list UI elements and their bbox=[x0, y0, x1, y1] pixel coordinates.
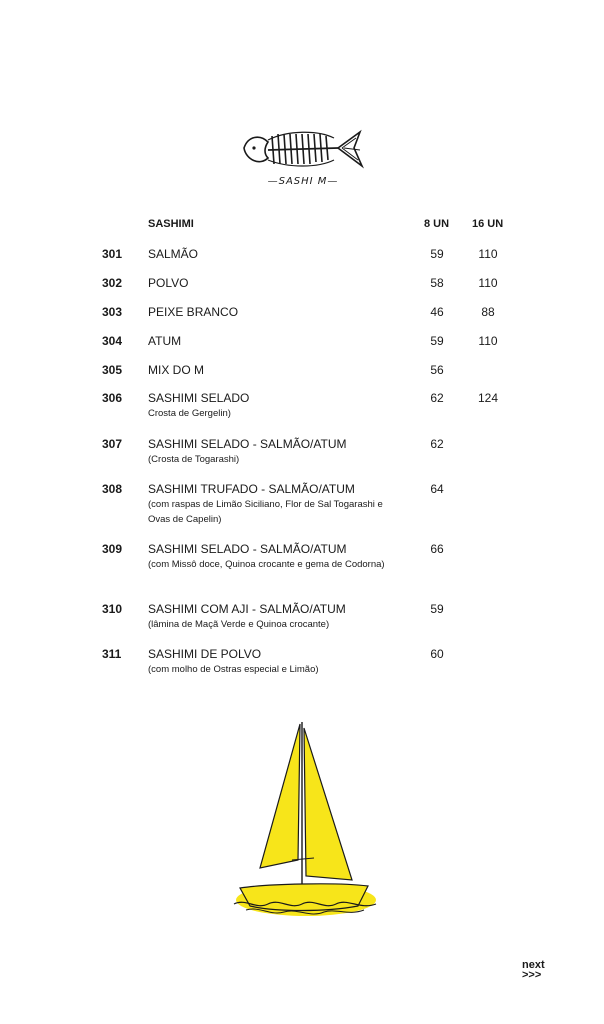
item-number: 306 bbox=[102, 391, 123, 405]
sailboat-icon bbox=[226, 718, 386, 930]
price-8-un: 59 bbox=[430, 247, 444, 261]
item-description: (com raspas de Limão Siciliano, Flor de Sal Togarashi e Ovas de Capelin) bbox=[148, 499, 383, 525]
column-16-un: 16 UN bbox=[472, 218, 504, 230]
price-8-un: 58 bbox=[430, 276, 444, 290]
item-number: 311 bbox=[102, 647, 122, 661]
item-description: (com molho de Ostras especial e Limão) bbox=[148, 664, 319, 675]
item-number: 310 bbox=[102, 602, 123, 616]
price-8-un: 62 bbox=[430, 437, 444, 451]
item-description: Crosta de Gergelin) bbox=[148, 408, 231, 419]
item-number: 302 bbox=[102, 276, 123, 290]
price-16-un: 88 bbox=[481, 305, 495, 319]
item-name: SASHIMI SELADO bbox=[148, 391, 250, 405]
item-name: SASHIMI TRUFADO - SALMÃO/ATUM bbox=[148, 482, 355, 496]
item-description: (com Missô doce, Quinoa crocante e gema de Codorna) bbox=[148, 559, 385, 570]
sashimi-fish-logo bbox=[238, 126, 368, 194]
price-16-un: 110 bbox=[478, 276, 498, 290]
sailboat-illustration bbox=[226, 718, 386, 930]
item-description: (Crosta de Togarashi) bbox=[148, 454, 240, 465]
item-description: (lâmina de Maçã Verde e Quinoa crocante) bbox=[148, 619, 330, 630]
item-number: 307 bbox=[102, 437, 123, 451]
price-16-un: 110 bbox=[478, 247, 498, 261]
price-8-un: 46 bbox=[430, 305, 444, 319]
price-8-un: 64 bbox=[430, 482, 444, 496]
menu-header bbox=[0, 218, 604, 234]
item-name: SALMÃO bbox=[148, 247, 199, 261]
price-8-un: 59 bbox=[430, 334, 444, 348]
next-page-link[interactable] bbox=[522, 960, 545, 980]
item-number: 301 bbox=[102, 247, 123, 261]
price-8-un: 56 bbox=[430, 363, 444, 377]
item-name: MIX DO M bbox=[148, 363, 204, 377]
price-16-un: 110 bbox=[478, 334, 498, 348]
item-name: ATUM bbox=[148, 334, 182, 348]
item-number: 305 bbox=[102, 363, 123, 377]
price-8-un: 60 bbox=[430, 647, 444, 661]
fish-skeleton-icon bbox=[238, 126, 368, 174]
price-8-un: 66 bbox=[430, 542, 444, 556]
column-8-un: 8 UN bbox=[424, 218, 450, 230]
item-name: PEIXE BRANCO bbox=[148, 305, 239, 319]
price-16-un: 124 bbox=[477, 391, 499, 405]
item-name: SASHIMI COM AJI - SALMÃO/ATUM bbox=[148, 602, 346, 616]
logo-caption: —SASHI M— bbox=[267, 176, 339, 187]
item-name: POLVO bbox=[148, 276, 189, 290]
item-name: SASHIMI SELADO - SALMÃO/ATUM bbox=[148, 542, 347, 556]
item-number: 304 bbox=[102, 334, 123, 348]
price-8-un: 62 bbox=[430, 391, 444, 405]
item-name: SASHIMI SELADO - SALMÃO/ATUM bbox=[148, 437, 347, 451]
next-arrows-icon: >>> bbox=[522, 969, 542, 981]
section-title: SASHIMI bbox=[148, 218, 194, 230]
price-8-un: 59 bbox=[430, 602, 444, 616]
item-number: 309 bbox=[102, 542, 123, 556]
item-number: 303 bbox=[102, 305, 123, 319]
item-name: SASHIMI DE POLVO bbox=[148, 647, 262, 661]
next-label: next bbox=[522, 959, 545, 971]
item-number: 308 bbox=[102, 482, 123, 496]
